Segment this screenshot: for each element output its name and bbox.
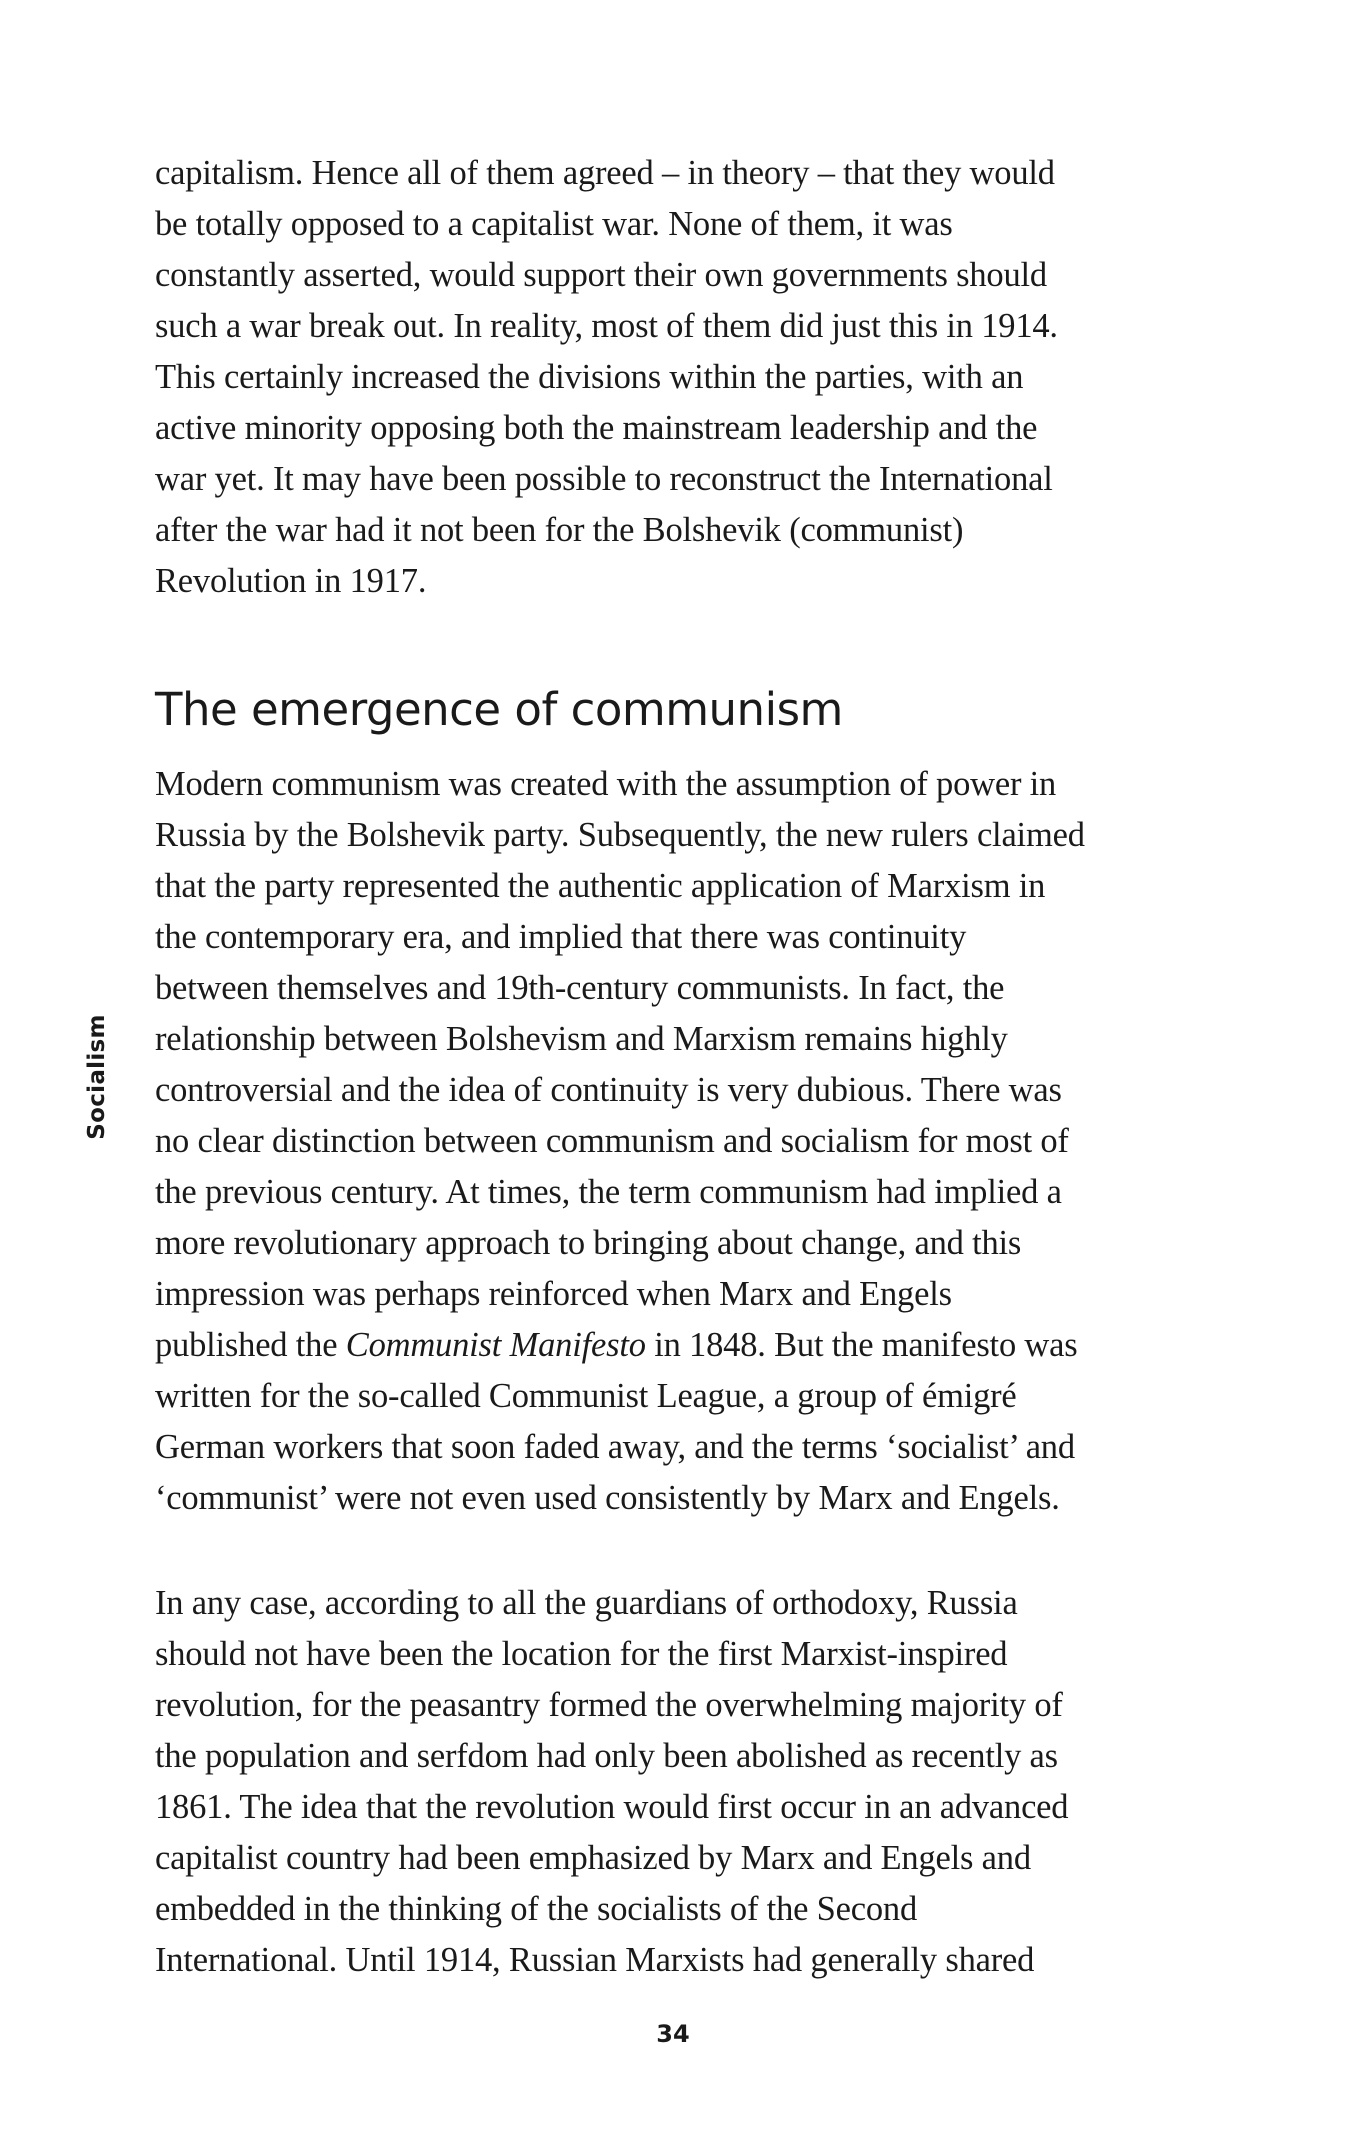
text-line [155, 1320, 1230, 1371]
text-line: constantly asserted, would support their own governments should [155, 256, 1047, 294]
text-line: capitalist country had been emphasized by Marx and Engels and [155, 1839, 1031, 1877]
text-line: Revolution in 1917. [155, 562, 427, 600]
manifesto-suffix: in 1848. But the manifesto was [645, 1326, 1078, 1364]
text-line: In any case, according to all the guardians of orthodoxy, Russia [155, 1584, 1018, 1622]
text-line: that the party represented the authentic application of Marxism in [155, 867, 1046, 905]
text-line: ‘communist’ were not even used consistently by Marx and Engels. [155, 1479, 1060, 1517]
text-line: 1861. The idea that the revolution would first occur in an advanced [155, 1788, 1069, 1826]
text-line: should not have been the location for the first Marxist-inspired [155, 1635, 1008, 1673]
text-line: capitalism. Hence all of them agreed – in theory – that they would [155, 154, 1055, 192]
text-line: German workers that soon faded away, and the terms ‘socialist’ and [155, 1428, 1075, 1466]
text-line: International. Until 1914, Russian Marxists had generally shared [155, 1941, 1035, 1979]
book-title: Communist Manifesto [345, 1326, 646, 1364]
russia-paragraph [155, 1578, 1230, 1986]
text-line: written for the so-called Communist League, a group of émigré [155, 1377, 1017, 1415]
intro-paragraph [155, 148, 1230, 607]
text-line: after the war had it not been for the Bolshevik (communist) [155, 511, 964, 549]
text-line: active minority opposing both the mainstream leadership and the [155, 409, 1038, 447]
text-line: no clear distinction between communism and socialism for most of [155, 1122, 1069, 1160]
text-line: Modern communism was created with the assumption of power in [155, 765, 1057, 803]
text-line: the previous century. At times, the term communism had implied a [155, 1173, 1062, 1211]
communism-paragraph [155, 759, 1230, 1524]
text-line: between themselves and 19th-century communists. In fact, the [155, 969, 1005, 1007]
text-line: controversial and the idea of continuity is very dubious. There was [155, 1071, 1062, 1109]
manifesto-prefix: published the [155, 1326, 346, 1364]
text-line: impression was perhaps reinforced when Marx and Engels [155, 1275, 952, 1313]
text-line: This certainly increased the divisions within the parties, with an [155, 358, 1024, 396]
text-line: be totally opposed to a capitalist war. None of them, it was [155, 205, 953, 243]
text-line: more revolutionary approach to bringing about change, and this [155, 1224, 1022, 1262]
running-head: Socialism [84, 1014, 110, 1140]
text-line: relationship between Bolshevism and Marxism remains highly [155, 1020, 1008, 1058]
text-line: Russia by the Bolshevik party. Subsequently, the new rulers claimed [155, 816, 1085, 854]
text-line: the contemporary era, and implied that there was continuity [155, 918, 967, 956]
page-number: 34 [656, 2020, 690, 2048]
text-line: the population and serfdom had only been abolished as recently as [155, 1737, 1058, 1775]
text-line: such a war break out. In reality, most of them did just this in 1914. [155, 307, 1058, 345]
section-heading: The emergence of communism [155, 683, 843, 736]
text-line: revolution, for the peasantry formed the overwhelming majority of [155, 1686, 1063, 1724]
text-line: embedded in the thinking of the socialists of the Second [155, 1890, 918, 1928]
text-line: war yet. It may have been possible to reconstruct the International [155, 460, 1053, 498]
